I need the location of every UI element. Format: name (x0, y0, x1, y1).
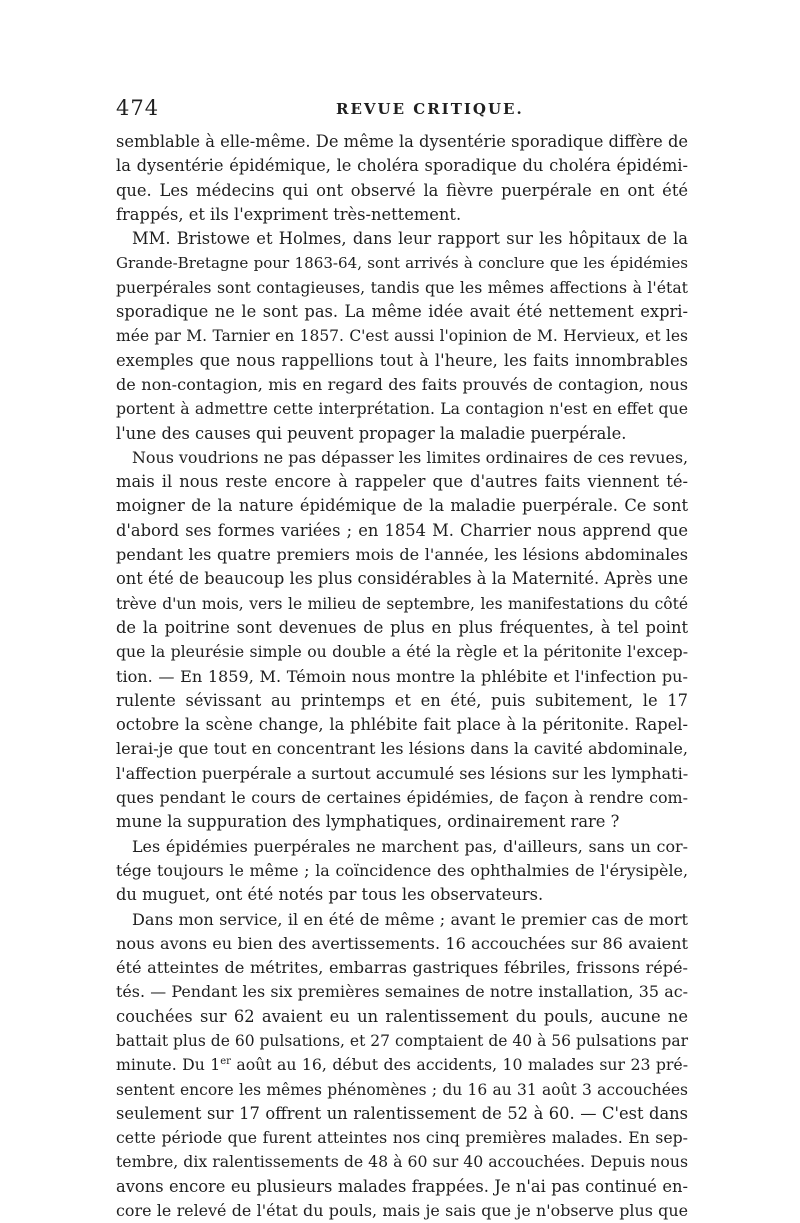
text-line: minute. Du 1er août au 16, début des accidents, 10 malades sur 23 pré- (116, 1055, 688, 1075)
text-line: pendant les quatre premiers mois de l'année, les lésions abdominales (116, 545, 688, 565)
text-line: de non-contagion, mis en regard des faits prouvés de contagion, nous (116, 374, 688, 394)
text-line: core le relevé de l'état du pouls, mais je sais que je n'observe plus que (116, 1201, 688, 1221)
text-line: mais il nous reste encore à rappeler que d'autres faits viennent té- (116, 472, 688, 492)
text-line: couchées sur 62 avaient eu un ralentissement du pouls, aucune ne (116, 1006, 688, 1026)
running-head: REVUE CRITIQUE. (336, 100, 524, 118)
text-line: tége toujours le même ; la coïncidence des ophthalmies de l'érysipèle, (116, 860, 688, 880)
text-line: la dysentérie épidémique, le choléra sporadique du choléra épidémi- (116, 156, 688, 176)
text-line: de la poitrine sont devenues de plus en plus fréquentes, à tel point (116, 617, 688, 637)
text-line: tion. — En 1859, M. Témoin nous montre la phlébite et l'infection pu- (116, 666, 688, 686)
text-line: seulement sur 17 offrent un ralentissement de 52 à 60. — C'est dans (116, 1103, 688, 1123)
text-line: Dans mon service, il en été de même ; avant le premier cas de mort (132, 909, 688, 929)
text-line: mée par M. Tarnier en 1857. C'est aussi l'opinion de M. Hervieux, et les (116, 327, 688, 346)
text-line: Les épidémies puerpérales ne marchent pas, d'ailleurs, sans un cor- (132, 836, 688, 856)
text-line: moigner de la nature épidémique de la maladie puerpérale. Ce sont (116, 496, 688, 516)
text-line: frappés, et ils l'expriment très-nettement. (116, 204, 462, 224)
text-line: mune la suppuration des lymphatiques, ordinairement rare ? (116, 812, 620, 832)
text-line: ques pendant le cours de certaines épidémies, de façon à rendre com- (116, 788, 688, 808)
text-line: du muguet, ont été notés par tous les observateurs. (116, 885, 544, 905)
text-line: octobre la scène change, la phlébite fait place à la péritonite. Rapel- (116, 715, 688, 735)
text-line: portent à admettre cette interprétation. La contagion n'est en effet que (116, 399, 688, 419)
text-line: lerai-je que tout en concentrant les lésions dans la cavité abdominale, (116, 739, 688, 759)
text-line: l'une des causes qui peuvent propager la maladie puerpérale. (116, 423, 627, 443)
text-line: sporadique ne le sont pas. La même idée avait été nettement expri- (116, 302, 688, 322)
text-line: Grande-Bretagne pour 1863-64, sont arrivés à conclure que les épidémies (116, 254, 688, 273)
text-line: trève d'un mois, vers le milieu de septembre, les manifestations du côté (116, 594, 688, 613)
text-line: l'affection puerpérale a surtout accumulé ses lésions sur les lymphati- (116, 763, 689, 783)
text-line: nous avons eu bien des avertissements. 16 accouchées sur 86 avaient (116, 933, 688, 953)
text-line: cette période que furent atteintes nos cinq premières malades. En sep- (116, 1128, 688, 1148)
page-header (116, 96, 688, 130)
text-line: semblable à elle-même. De même la dysentérie sporadique diffère de (116, 132, 689, 151)
text-line: avons encore eu plusieurs malades frappées. Je n'ai pas continué en- (116, 1176, 688, 1196)
text-line: MM. Bristowe et Holmes, dans leur rapport sur les hôpitaux de la (132, 229, 688, 249)
text-line: d'abord ses formes variées ; en 1854 M. Charrier nous apprend que (116, 520, 688, 540)
text-line: puerpérales sont contagieuses, tandis que les mêmes affections à l'état (116, 277, 688, 297)
text-line: sentent encore les mêmes phénomènes ; du 16 au 31 août 3 accouchées (116, 1080, 688, 1099)
body-text (116, 130, 688, 1223)
page-number: 474 (116, 96, 160, 120)
text-line: que la pleurésie simple ou double a été la règle et la péritonite l'excep- (116, 642, 688, 662)
book-page (116, 96, 688, 1223)
text-line: ont été de beaucoup les plus considérables à la Maternité. Après une (116, 569, 689, 589)
text-line: que. Les médecins qui ont observé la fièvre puerpérale en ont été (116, 180, 688, 200)
text-line: tembre, dix ralentissements de 48 à 60 sur 40 accouchées. Depuis nous (116, 1152, 688, 1172)
text-line: tés. — Pendant les six premières semaines de notre installation, 35 ac- (116, 982, 688, 1002)
text-line: exemples que nous rappellions tout à l'heure, les faits innombrables (116, 350, 688, 370)
text-line: rulente sévissant au printemps et en été, puis subitement, le 17 (116, 690, 688, 710)
text-line: Nous voudrions ne pas dépasser les limites ordinaires de ces revues, (132, 447, 689, 467)
text-line: battait plus de 60 pulsations, et 27 comptaient de 40 à 56 pulsations par (116, 1031, 688, 1050)
text-line: été atteintes de métrites, embarras gastriques fébriles, frissons répé- (116, 958, 688, 978)
